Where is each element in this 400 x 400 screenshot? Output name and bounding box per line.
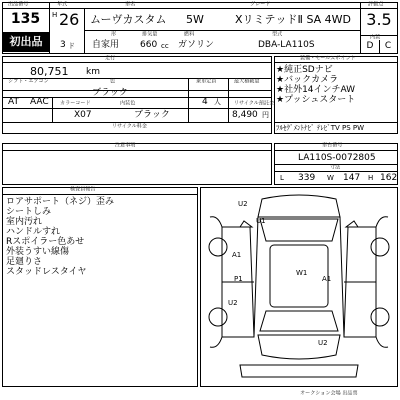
door-count: 3 (60, 40, 66, 50)
recycle-value: 8,490 (232, 110, 258, 120)
label-inspector: 検査員報告 (70, 186, 96, 193)
label-interior-color: 内装色 (120, 100, 136, 107)
recycle-unit: 円 (262, 111, 269, 119)
damage-mark: U2 (228, 299, 238, 307)
label-score: 評価点 (368, 1, 384, 8)
engine-displacement: 660 (140, 40, 158, 50)
mileage-value: 80,751 (30, 65, 69, 78)
option-item: ★プッシュスタート (276, 95, 356, 105)
capacity-unit: 人 (214, 98, 221, 106)
label-lot: 出品番号 (8, 1, 29, 8)
label-capacity: 乗車定員 (196, 78, 217, 85)
label-recycle-fee: リサイクル料金 (112, 123, 147, 130)
equipment-line: ﾌﾙｾｸﾞﾒﾝﾄﾅﾋﾞ ﾃﾚﾋﾞTV PS PW (276, 124, 365, 132)
label-displacement: 排気量 (142, 31, 158, 38)
label-interior: 内装 (370, 34, 381, 41)
label-options: 装備・セールスポイント (300, 55, 356, 62)
lot-number: 135 (10, 11, 41, 27)
dim-length: 339 (298, 173, 316, 183)
label-max-load: 最大積載量 (234, 78, 260, 85)
dim-height-label: H (368, 174, 374, 182)
model-name: ムーヴカスタム (90, 13, 167, 26)
model-year: 26 (59, 10, 80, 29)
label-type: 型式 (272, 31, 283, 38)
label-fuel: 燃料 (184, 31, 195, 38)
inspector-note: 室内汚れ (6, 217, 43, 227)
model-variant: 5W (186, 13, 204, 26)
label-vin: 車台番号 (322, 142, 343, 149)
capacity-value: 4 (202, 97, 208, 107)
usage-type: 自家用 (92, 40, 120, 50)
footer-text: オークション会場 出品票 (300, 390, 358, 397)
vin-number: LA110S-0072805 (298, 153, 376, 163)
label-shape: 形 (111, 31, 117, 38)
label-model: 車名 (125, 1, 136, 8)
fuel-type: ガソリン (178, 40, 215, 50)
dim-height: 162 (380, 173, 398, 183)
inspector-note: ロアサポート（ネジ）歪み (6, 197, 115, 207)
label-recycle: リサイクル預託金 (234, 100, 275, 107)
exterior-score: C (384, 41, 392, 51)
transmission: AT (8, 97, 19, 107)
inspector-note: Rスポイラー色あせ (6, 237, 85, 247)
option-item: ★純正SDナビ (276, 65, 333, 75)
label-dims: 寸法 (330, 164, 341, 171)
color-code-value: X07 (74, 110, 92, 120)
inspector-note: 外装うすい線傷 (6, 247, 70, 257)
interior-score: D (366, 41, 374, 51)
air-conditioning: AAC (30, 97, 49, 107)
mileage-unit: km (86, 67, 100, 77)
inspector-note: ハンドルすれ (6, 227, 61, 237)
damage-mark: U2 (318, 339, 328, 347)
displacement-unit: cc (161, 42, 169, 50)
damage-mark: A1 (322, 275, 332, 283)
inspector-note: シートしみ (6, 207, 52, 217)
damage-mark: P1 (234, 275, 243, 283)
label-mileage: 走行 (105, 55, 116, 62)
model-type-code: DBA-LA110S (258, 40, 315, 50)
damage-mark: U2 (238, 200, 248, 208)
label-year: 年式 (57, 1, 68, 8)
label-notes: 注意事項 (115, 142, 136, 149)
year-era: H (52, 11, 58, 19)
label-color: 色 (110, 78, 116, 85)
auction-score: 3.5 (366, 10, 392, 29)
dim-width-label: W (327, 174, 334, 182)
car-outline-diagram (200, 187, 398, 387)
label-color-code: カラーコード (60, 100, 91, 107)
first-listing-badge: 初出品 (3, 32, 49, 52)
interior-color-value: ブラック (134, 110, 170, 120)
damage-mark: U1 (256, 217, 266, 225)
dim-width: 147 (343, 173, 361, 183)
dim-length-label: L (280, 174, 284, 182)
label-grade: グレード (250, 1, 271, 8)
color-value: ブラック (92, 88, 128, 98)
inspector-note: 足廻りさ (6, 257, 43, 267)
inspector-note: スタッドレスタイヤ (6, 267, 87, 277)
option-item: ★バックカメラ (276, 75, 339, 85)
label-shift: シフト・エアコン (8, 78, 49, 85)
grade-name: XリミテッドⅡ SA 4WD (235, 13, 351, 26)
door-unit: ド (68, 42, 75, 50)
damage-mark: W1 (296, 269, 308, 277)
option-item: ★社外14インチAW (276, 85, 356, 95)
damage-mark: A1 (232, 251, 242, 259)
